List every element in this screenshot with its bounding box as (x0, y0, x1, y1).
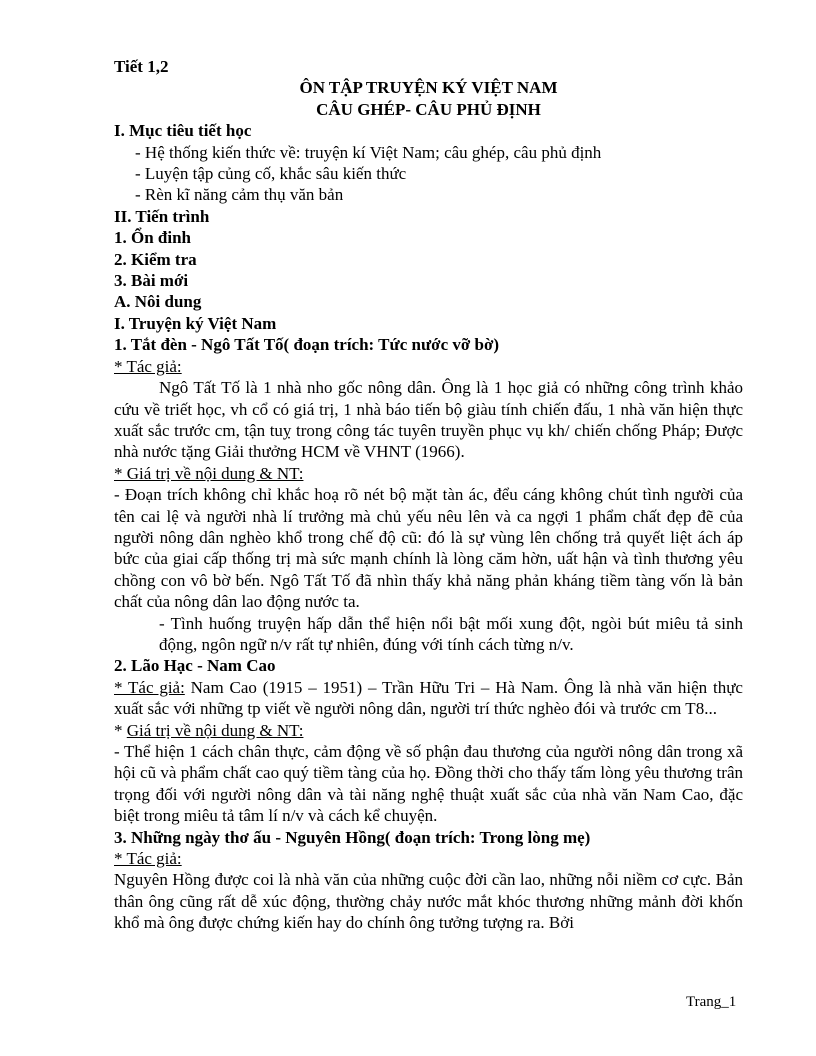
section3-author-label: * Tác giả: (114, 849, 182, 869)
page-number: Trang_1 (686, 994, 737, 1010)
section1-art-text: - Tình huống truyện hấp dẫn thể hiện nổi bật mối xung đột, ngòi bút miêu tả sinh động, ngôn ngữ n/v rất tự nhiên, đúng với tính cách từng n/v. (159, 613, 743, 654)
section1-author-label: * Tác giả: (114, 356, 182, 376)
section2-value-label-line: * Giá trị về nội dung & NT: (114, 720, 304, 740)
part1-heading: I. Truyện ký Việt Nam (114, 313, 277, 333)
objective-item: - Luyện tập củng cố, khắc sâu kiến thức (135, 164, 407, 184)
objective-item: - Hệ thống kiến thức về: truyện kí Việt Nam; câu ghép, câu phủ định (135, 142, 602, 162)
document-page (114, 56, 743, 934)
objective-item: - Rèn kĩ năng cảm thụ văn bản (135, 185, 344, 205)
section1-value-label: * Giá trị về nội dung & NT: (114, 463, 304, 483)
section2-author-text: Nam Cao (1915 – 1951) – Trần Hữu Tri – Hà Nam. Ông là nhà văn hiện thực xuất sắc với những tp viết về người nông dân, người trí thức nghèo đói và trước cm T8... (114, 677, 743, 719)
lesson-label: Tiết 1,2 (114, 57, 169, 76)
process-heading: II. Tiến trình (114, 206, 210, 226)
section1-heading: 1. Tắt đèn - Ngô Tất Tố( đoạn trích: Tức nước vỡ bờ) (114, 335, 500, 355)
content-heading: A. Nôi dung (114, 292, 202, 312)
document-subtitle: CÂU GHÉP- CÂU PHỦ ĐỊNH (316, 99, 541, 119)
document-title: ÔN TẬP TRUYỆN KÝ VIỆT NAM (299, 78, 558, 98)
section2-author (114, 677, 743, 720)
objectives-heading: I. Mục tiêu tiết học (114, 121, 252, 141)
section2-heading: 2. Lão Hạc - Nam Cao (114, 656, 276, 676)
section3-author-text: Nguyên Hồng được coi là nhà văn của những cuộc đời cần lao, những nỗi niềm cơ cực. Bản thân ông cũng rất dễ xúc động, thường chảy nước mắt khóc thương những mảnh đời khốn khổ mà ông được chứng kiến hay do chính ông tưởng tượng ra. Bởi (114, 870, 743, 933)
section2-value-label: Giá trị về nội dung & NT: (126, 720, 304, 740)
section1-author-text: Ngô Tất Tố là 1 nhà nho gốc nông dân. Ông là 1 học giả có những công trình khảo cứu về triết học, vh cổ có giá trị, 1 nhà báo tiến bộ giàu tính chiến đấu, 1 nhà văn hiện thực xuất sắc trước cm, tận tuỵ trong công tác tuyên truyền phục vụ kh/ chiến chống Pháp; Được nhà nước tặng Giải thưởng HCM về VHNT (1966). (114, 378, 743, 462)
section2-author-label: * Tác giả: (114, 677, 185, 697)
step-1: 1. Ổn đinh (114, 228, 192, 248)
step-3: 3. Bài mới (114, 271, 189, 291)
section3-heading: 3. Những ngày thơ ấu - Nguyên Hồng( đoạn trích: Trong lòng mẹ) (114, 827, 591, 847)
step-2: 2. Kiểm tra (114, 249, 197, 269)
section1-value-text: - Đoạn trích không chỉ khắc hoạ rõ nét bộ mặt tàn ác, đểu cáng không chút tình người của tên cai lệ và người nhà lí trưởng mà chủ yếu nêu lên và ca ngợi 1 phẩm chất đẹp đẽ của người nông dân nghèo khổ trong chế độ cũ: đó là sự vùng lên chống trả quyết liệt ách áp bức của giai cấp thống trị mà sức mạnh chính là lòng căm hờn, uất hận và tình thương yêu chồng con vô bờ bến. Ngô Tất Tố đã nhìn thấy khả năng phản kháng tiềm tàng vốn là bản chất của nông dân lao động nước ta. (114, 485, 743, 612)
section2-value-text: - Thể hiện 1 cách chân thực, cảm động về số phận đau thương của người nông dân trong xã hội cũ và phẩm chất cao quý tiềm tàng của họ. Đồng thời cho thấy tấm lòng yêu thương trân trọng đối với người nông dân và tài năng nghệ thuật xuất sắc của nhà văn Nam Cao, đặc biệt trong miêu tả tâm lí n/v và cách kể chuyện. (114, 742, 743, 826)
